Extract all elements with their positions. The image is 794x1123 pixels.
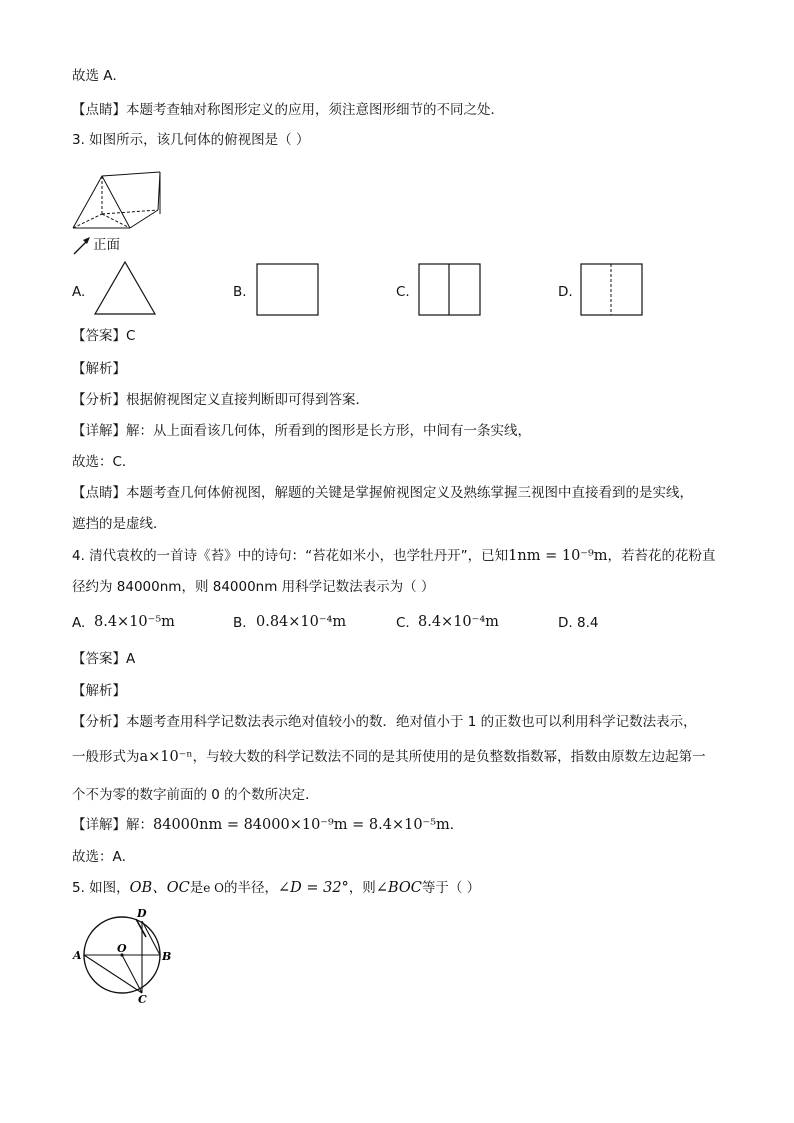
triangle-option [93, 260, 157, 316]
analysis-4a: 【分析】本题考查用科学记数法表示绝对值较小的数．绝对值小于 1 的正数也可以利用科学记数法表示， [72, 714, 697, 730]
choice-3: 故选：C． [72, 454, 136, 470]
comment-3a: 【点睛】本题考查几何体俯视图，解题的关键是掌握俯视图定义及熟练掌握三视图中直接看到的是实线， [72, 485, 693, 501]
label-o: O [117, 942, 127, 955]
detail-4: 【详解】解：84000nm = 84000×10⁻⁹m = 8.4×10⁻⁵m． [72, 817, 464, 833]
q4-option-d: D. 8.4 [558, 615, 599, 631]
text-line: 【点睛】本题考查轴对称图形定义的应用，须注意图形细节的不同之处． [72, 102, 504, 118]
analysis-heading-3: 【解析】 [72, 361, 126, 377]
front-label: 正面 [93, 237, 120, 253]
comment-3b: 遮挡的是虚线． [72, 516, 167, 532]
label-d: D [137, 907, 147, 920]
label-b: B [162, 950, 172, 963]
q4-option-c: 8.4×10⁻⁴m [418, 614, 499, 630]
q4-option-b: 0.84×10⁻⁴m [256, 614, 347, 630]
analysis-heading-4: 【解析】 [72, 683, 126, 699]
circle-figure [70, 905, 180, 1005]
analysis-3: 【分析】根据俯视图定义直接判断即可得到答案． [72, 392, 369, 408]
arrow-icon [74, 237, 90, 254]
prism-figure [70, 158, 170, 258]
q4-option-c-label: C. [396, 615, 410, 631]
analysis-4b: 一般形式为a×10⁻ⁿ，与较大数的科学记数法不同的是其所使用的是负整数指数幂，指数由原数左边起第一 [72, 749, 706, 765]
label-c: C [138, 993, 147, 1006]
label-a: A [73, 949, 82, 962]
detail-3: 【详解】解：从上面看该几何体，所看到的图形是长方形，中间有一条实线， [72, 423, 531, 439]
question-5: 5. 如图，OB、OC是e O的半径，∠D = 32°，则∠BOC等于（ ） [72, 880, 481, 896]
option-a-label: A. [72, 284, 86, 300]
question-4-line-2: 径约为 84000nm，则 84000nm 用科学记数法表示为（ ） [72, 579, 435, 595]
rectangle-solid-line-option [418, 263, 482, 317]
answer-3: 【答案】C [72, 328, 136, 344]
rectangle-option [256, 263, 320, 317]
option-c-label: C. [396, 284, 410, 300]
q4-option-b-label: B. [233, 615, 247, 631]
question-4-line-1: 4. 清代袁枚的一首诗《苔》中的诗句：“苔花如米小，也学牡丹开”，已知1nm = 10⁻⁹m，若苔花的花粉直 [72, 548, 716, 564]
choice-4: 故选：A． [72, 849, 136, 865]
text-line: 故选 A． [72, 68, 127, 84]
rectangle-dashed-line-option [580, 263, 644, 317]
q4-option-a: 8.4×10⁻⁵m [94, 614, 175, 630]
question-3: 3. 如图所示，该几何体的俯视图是（ ） [72, 132, 310, 148]
option-b-label: B. [233, 284, 247, 300]
analysis-4c: 个不为零的数字前面的 0 的个数所决定． [72, 787, 319, 803]
q4-option-a-label: A. [72, 615, 86, 631]
answer-4: 【答案】A [72, 651, 136, 667]
option-d-label: D. [558, 284, 573, 300]
